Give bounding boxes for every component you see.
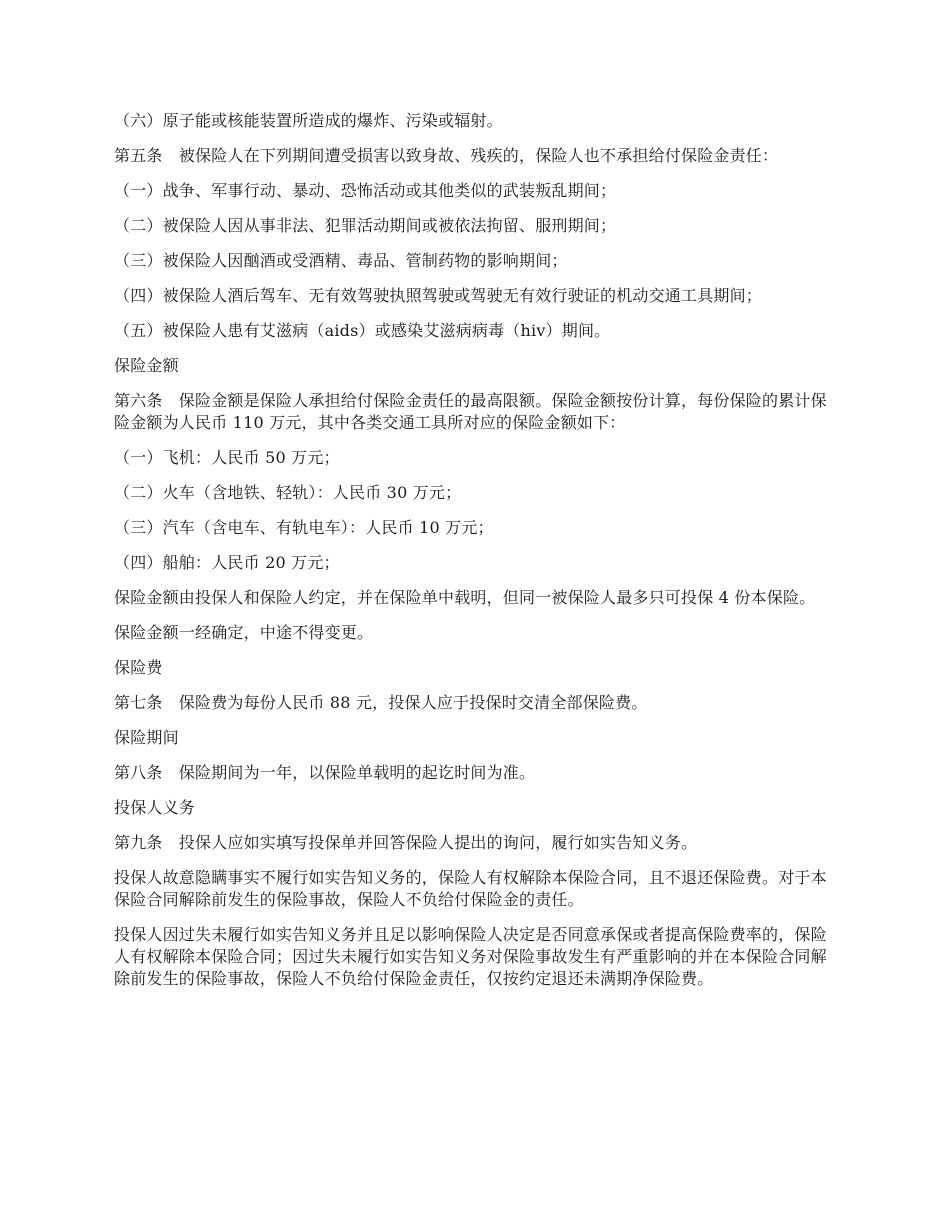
article-9-paragraph-2: 投保人故意隐瞒事实不履行如实告知义务的，保险人有权解除本保险合同，且不退还保险费。对于本保险合同解除前发生的保险事故，保险人不负给付保险金的责任。 xyxy=(114,868,827,909)
clause-item-6-nuclear: （六）原子能或核能装置所造成的爆炸、污染或辐射。 xyxy=(114,111,503,130)
article-5: 第五条 被保险人在下列期间遭受损害以致身故、残疾的，保险人也不承担给付保险金责任： xyxy=(114,146,779,165)
article-5-item-3: （三）被保险人因酗酒或受酒精、毒品、管制药物的影响期间； xyxy=(114,251,568,270)
sum-insured-note-2: 保险金额一经确定，中途不得变更。 xyxy=(114,623,374,642)
article-5-item-2: （二）被保险人因从事非法、犯罪活动期间或被依法拘留、服刑期间； xyxy=(114,216,617,235)
article-5-item-4: （四）被保险人酒后驾车、无有效驾驶执照驾驶或驾驶无有效行驶证的机动交通工具期间； xyxy=(114,286,763,305)
section-heading-insurance-period: 保险期间 xyxy=(114,728,179,747)
sum-insured-note-1: 保险金额由投保人和保险人约定，并在保险单中载明，但同一被保险人最多只可投保 4 份本保险。 xyxy=(114,588,816,607)
article-6-item-2: （二）火车（含地铁、轻轨）：人民币 30 万元； xyxy=(114,483,462,502)
article-6: 第六条 保险金额是保险人承担给付保险金责任的最高限额。保险金额按份计算，每份保险的累计保险金额为人民币 110 万元，其中各类交通工具所对应的保险金额如下： xyxy=(114,391,827,432)
article-8: 第八条 保险期间为一年，以保险单载明的起讫时间为准。 xyxy=(114,763,536,782)
article-6-item-3: （三）汽车（含电车、有轨电车）：人民币 10 万元； xyxy=(114,518,494,537)
article-7: 第七条 保险费为每份人民币 88 元，投保人应于投保时交清全部保险费。 xyxy=(114,693,648,712)
article-9: 第九条 投保人应如实填写投保单并回答保险人提出的询问，履行如实告知义务。 xyxy=(114,833,698,852)
article-6-item-4: （四）船舶：人民币 20 万元； xyxy=(114,553,340,572)
section-heading-premium: 保险费 xyxy=(114,658,163,677)
document-page xyxy=(114,110,842,1003)
article-6-item-1: （一）飞机：人民币 50 万元； xyxy=(114,448,340,467)
section-heading-policyholder-obligations: 投保人义务 xyxy=(114,798,196,817)
article-5-item-5: （五）被保险人患有艾滋病（aids）或感染艾滋病病毒（hiv）期间。 xyxy=(114,321,611,340)
article-5-item-1: （一）战争、军事行动、暴动、恐怖活动或其他类似的武装叛乱期间； xyxy=(114,181,617,200)
section-heading-sum-insured: 保险金额 xyxy=(114,356,179,375)
article-9-paragraph-3: 投保人因过失未履行如实告知义务并且足以影响保险人决定是否同意承保或者提高保险费率的，保险人有权解除本保险合同；因过失未履行如实告知义务对保险事故发生有严重影响的并在本保险合同解除前发生的保险事故，保险人不负给付保险金责任，仅按约定退还未满期净保险费。 xyxy=(114,925,827,988)
